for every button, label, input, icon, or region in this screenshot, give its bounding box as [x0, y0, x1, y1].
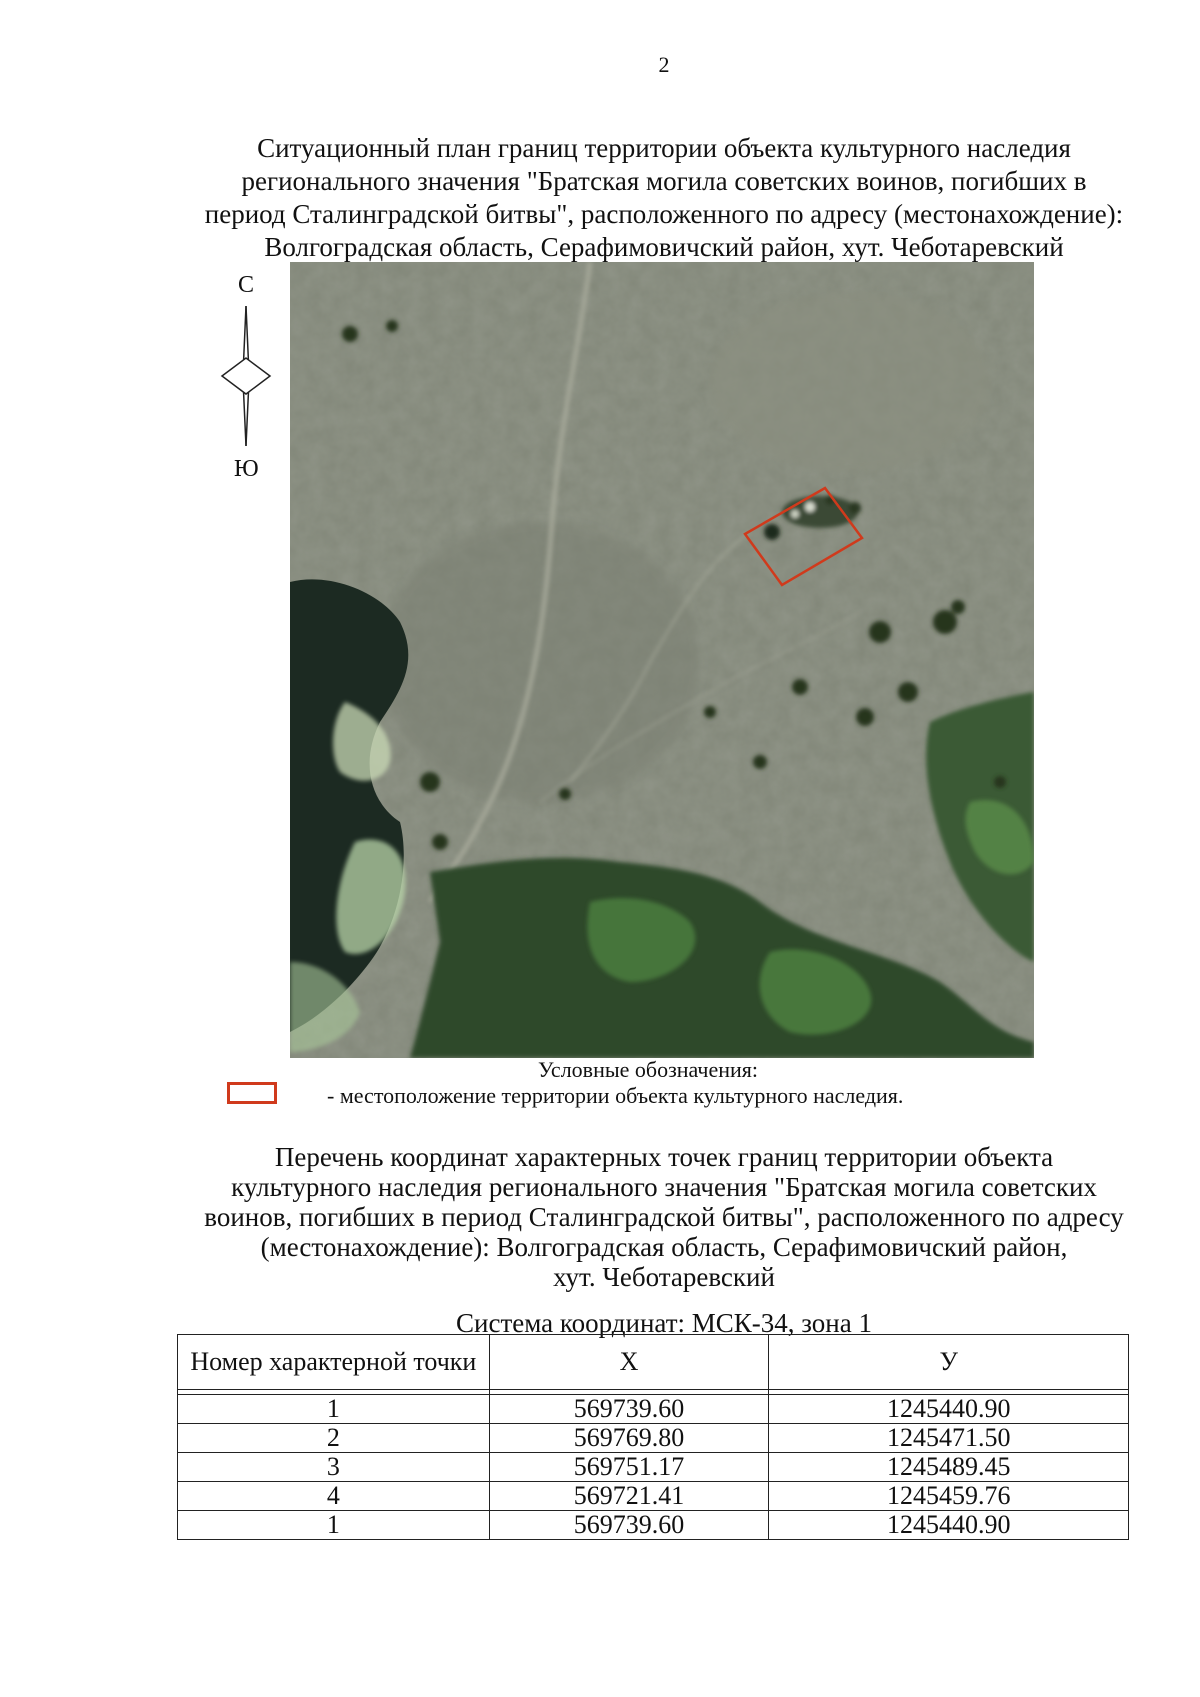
legend-title: Условные обозначения:	[538, 1057, 759, 1082]
cell-y: 1245440.90	[769, 1395, 1129, 1424]
cell-x: 569739.60	[489, 1511, 769, 1540]
legend-swatch	[227, 1082, 277, 1104]
compass-south-label: Ю	[234, 456, 259, 482]
title-line: период Сталинградской битвы", расположенного по адресу (местонахождение):	[204, 199, 1124, 229]
list-title-line: воинов, погибших в период Сталинградской битвы", расположенного по адресу	[204, 1202, 1124, 1232]
table-row	[178, 1482, 1129, 1511]
list-title-line: культурного наследия регионального значения "Братская могила советских	[231, 1172, 1097, 1202]
table-row	[178, 1424, 1129, 1453]
compass-rose-icon	[216, 276, 276, 486]
header-x: X	[489, 1335, 769, 1390]
cell-y: 1245440.90	[769, 1511, 1129, 1540]
title-line: регионального значения "Братская могила советских воинов, погибших в	[241, 166, 1087, 196]
cell-y: 1245489.45	[769, 1453, 1129, 1482]
cell-point: 1	[178, 1395, 490, 1424]
compass-north-label: С	[238, 272, 255, 298]
legend-item: - местоположение территории объекта культурного наследия.	[327, 1083, 904, 1108]
cell-point: 1	[178, 1511, 490, 1540]
page-title	[150, 132, 1178, 264]
list-title	[172, 1142, 1156, 1292]
satellite-map	[290, 262, 1034, 1058]
title-line: Волгоградская область, Серафимовичский район, хут. Чеботаревский	[264, 232, 1064, 262]
cell-x: 569751.17	[489, 1453, 769, 1482]
title-line: Ситуационный план границ территории объекта культурного наследия	[257, 133, 1071, 163]
table-header-row	[178, 1335, 1129, 1390]
table-row	[178, 1511, 1129, 1540]
list-title-line: (местонахождение): Волгоградская область, Серафимовичский район,	[260, 1232, 1068, 1262]
table-row	[178, 1395, 1129, 1424]
cell-point: 2	[178, 1424, 490, 1453]
coordinates-table	[177, 1334, 1129, 1540]
page-number: 2	[658, 52, 670, 77]
cell-point: 4	[178, 1482, 490, 1511]
cell-x: 569739.60	[489, 1395, 769, 1424]
list-title-line: хут. Чеботаревский	[553, 1262, 775, 1292]
header-y: У	[769, 1335, 1129, 1390]
cell-x: 569721.41	[489, 1482, 769, 1511]
table-row	[178, 1453, 1129, 1482]
list-title-line: Перечень координат характерных точек границ территории объекта	[274, 1142, 1054, 1172]
cell-point: 3	[178, 1453, 490, 1482]
coordinate-system-caption: Система координат: МСК-34, зона 1	[456, 1308, 872, 1338]
cell-y: 1245459.76	[769, 1482, 1129, 1511]
cell-x: 569769.80	[489, 1424, 769, 1453]
header-point-number: Номер характерной точки	[178, 1335, 490, 1390]
cell-y: 1245471.50	[769, 1424, 1129, 1453]
